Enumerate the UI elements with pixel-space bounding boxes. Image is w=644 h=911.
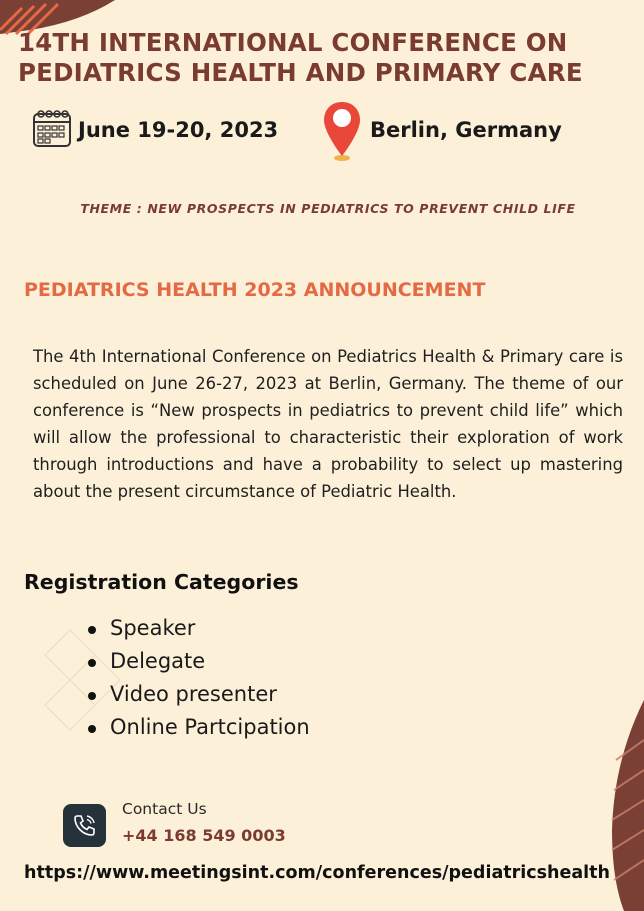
- registration-item-online-participation: Online Partcipation: [110, 711, 320, 744]
- registration-item-video-presenter: Video presenter: [110, 678, 320, 711]
- registration-item-speaker: Speaker: [110, 612, 320, 645]
- announcement-title: PEDIATRICS HEALTH 2023 ANNOUNCEMENT: [24, 279, 486, 301]
- announcement-body: The 4th International Conference on Pediatrics Health & Primary care is scheduled on June 26-27, 2023 at Berlin, Germany. The theme of our conference is “New prospects in pediatrics to prevent child life” which will allow the professional to characteristic their exploration of work through introductions and have a probability to select up mastering about the present circumstance of Pediatric Health.: [33, 347, 623, 501]
- registration-list: [110, 612, 320, 744]
- contact-label: Contact Us: [122, 800, 207, 818]
- phone-icon: [72, 813, 97, 838]
- event-date: June 19-20, 2023: [78, 118, 279, 142]
- location-pin-icon: [322, 100, 362, 164]
- conference-title-line-2: PEDIATRICS HEALTH AND PRIMARY CARE: [18, 58, 583, 87]
- registration-item-delegate: Delegate: [110, 645, 320, 678]
- conference-title: [18, 28, 644, 88]
- contact-icon-box: [63, 804, 106, 847]
- conference-url-link[interactable]: https://www.meetingsint.com/conferences/pediatricshealth: [24, 863, 610, 883]
- registration-title: Registration Categories: [24, 570, 299, 594]
- event-location: Berlin, Germany: [370, 118, 562, 142]
- conference-title-line-1: 14TH INTERNATIONAL CONFERENCE ON: [18, 28, 568, 57]
- contact-phone[interactable]: +44 168 549 0003: [122, 826, 286, 845]
- calendar-icon: [32, 108, 72, 148]
- conference-theme: THEME : NEW PROSPECTS IN PEDIATRICS TO PREVENT CHILD LIFE: [80, 201, 576, 216]
